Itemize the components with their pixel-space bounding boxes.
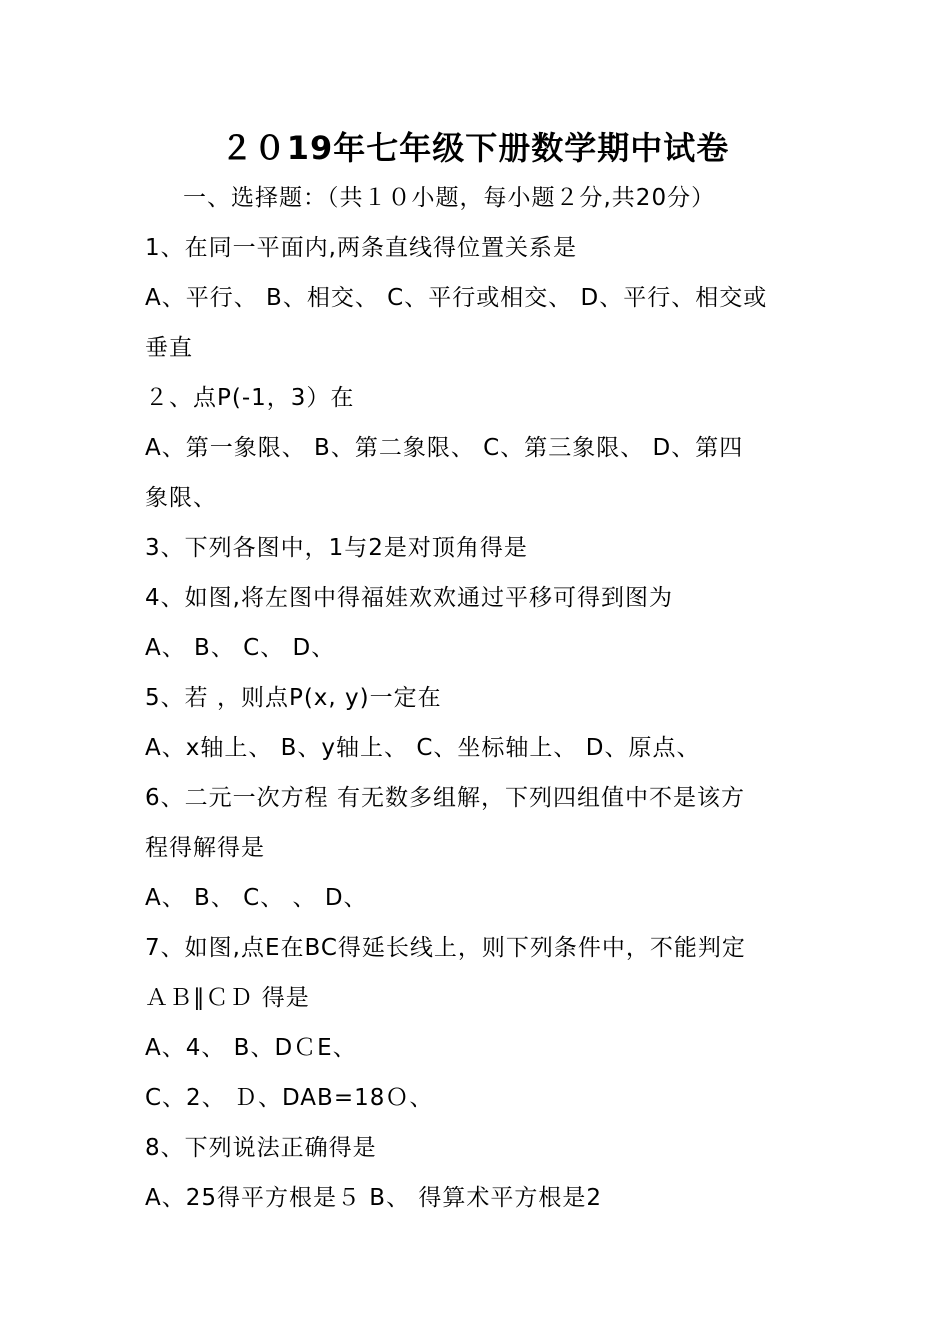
question-7-options-cd: C、2、 Ｄ、DAB=18Ｏ、 [145,1085,434,1111]
question-3: 3、下列各图中，1与2是对顶角得是 [145,535,528,561]
question-7-options-ab: A、4、 B、DＣE、 [145,1035,357,1061]
question-1-options: A、平行、 B、相交、 C、平行或相交、 D、平行、相交或 [145,285,768,311]
question-5-options: A、x轴上、 B、y轴上、 C、坐标轴上、 D、原点、 [145,735,701,761]
question-8-options: A、25得平方根是５ B、 得算术平方根是2 [145,1185,603,1211]
section-heading: 一、选择题：（共１０小题，每小题２分,共20分） [183,185,716,211]
question-1-options-cont: 垂直 [145,335,193,361]
question-2-options: A、第一象限、 B、第二象限、 C、第三象限、 D、第四 [145,435,744,461]
question-7: 7、如图,点E在BC得延长线上，则下列条件中，不能判定 [145,935,746,961]
question-4-options: A、 B、 C、 D、 [145,635,336,661]
question-6: 6、二元一次方程 有无数多组解，下列四组值中不是该方 [145,785,745,811]
question-5: 5、若 ，则点P(x, y)一定在 [145,685,442,711]
question-2: ２、点P(-1，3）在 [145,385,355,411]
question-4: 4、如图,将左图中得福娃欢欢通过平移可得到图为 [145,585,673,611]
question-2-options-cont: 象限、 [145,485,217,511]
exam-title: ２０19年七年级下册数学期中试卷 [220,129,730,167]
question-1: 1、在同一平面内,两条直线得位置关系是 [145,235,577,261]
question-7-cont: ＡＢ∥ＣＤ 得是 [145,985,310,1011]
question-6-options: A、 B、 C、 、 D、 [145,885,368,911]
question-6-cont: 程得解得是 [145,835,265,861]
question-8: 8、下列说法正确得是 [145,1135,377,1161]
